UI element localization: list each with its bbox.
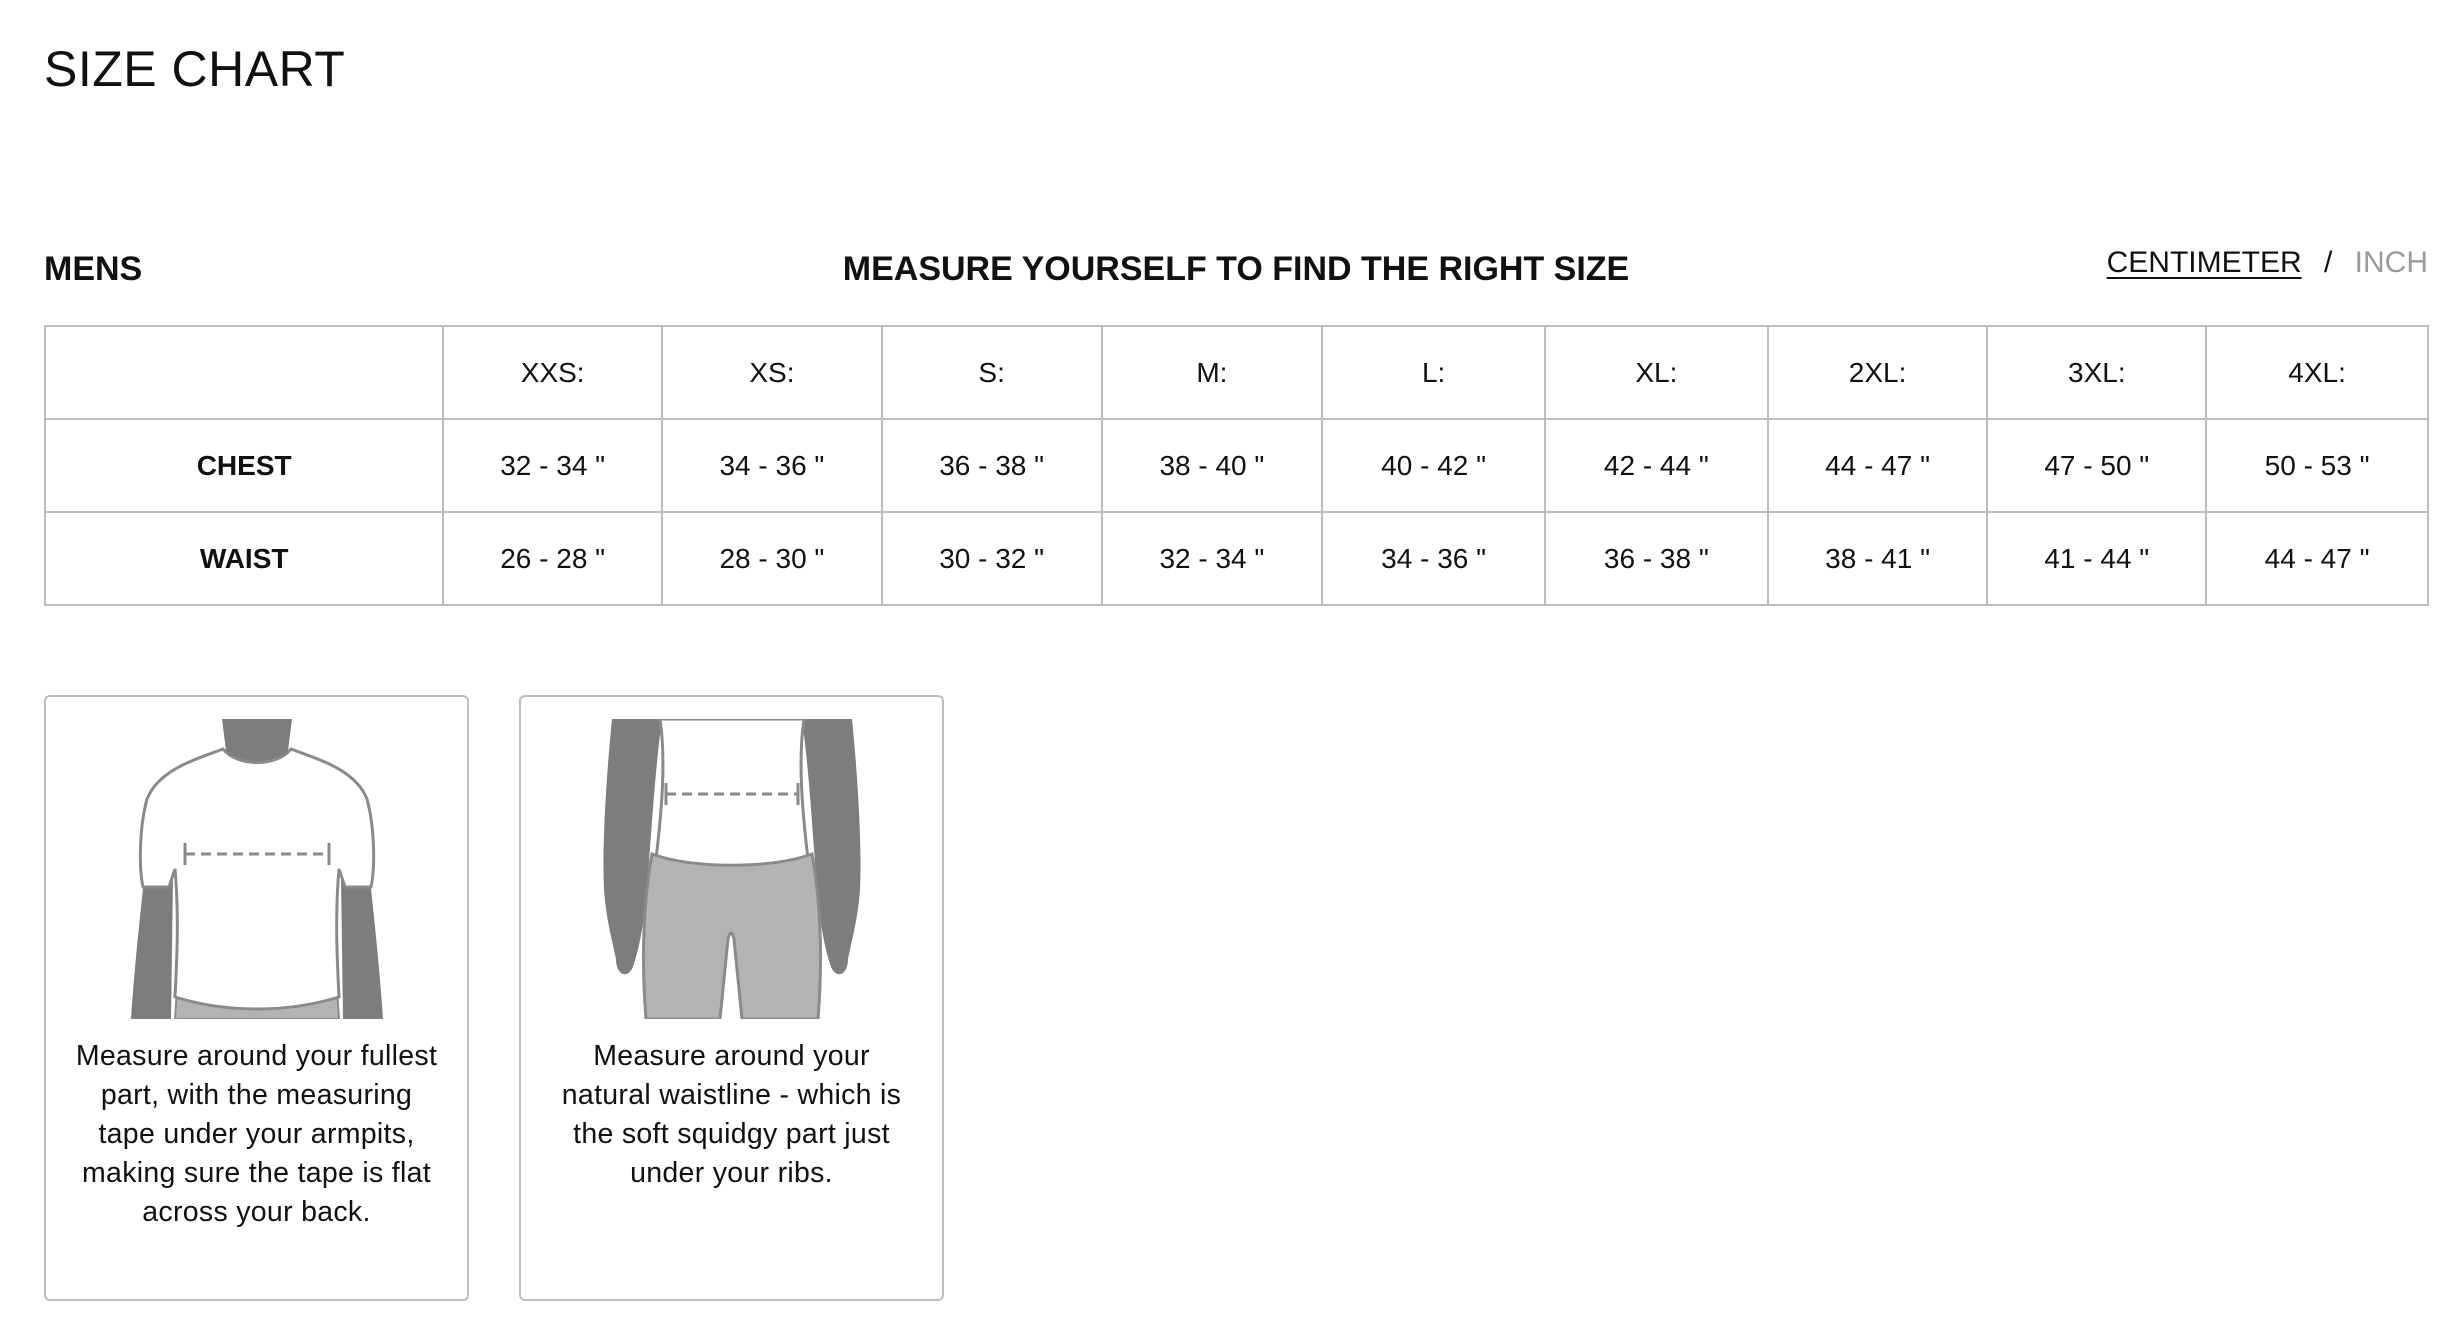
table-cell: 32 - 34 " (1102, 512, 1323, 605)
table-cell: 28 - 30 " (662, 512, 882, 605)
section-heading: MEASURE YOURSELF TO FIND THE RIGHT SIZE (842, 250, 1630, 288)
left-arm-shape (131, 869, 173, 1019)
section-label: MENS (44, 250, 143, 288)
table-cell: 38 - 40 " (1102, 419, 1323, 512)
waist-measure-illustration (602, 719, 862, 1019)
table-cell: 36 - 38 " (1545, 512, 1768, 605)
size-header: XXS: (443, 326, 662, 419)
unit-inch-link[interactable]: INCH (2354, 246, 2428, 279)
table-cell: 38 - 41 " (1768, 512, 1988, 605)
unit-centimeter-link[interactable]: CENTIMETER (2106, 246, 2302, 279)
table-cell: 36 - 38 " (882, 419, 1102, 512)
waist-guide-text: Measure around your natural waistline - which is the soft squidgy part just under your ribs. (561, 1040, 902, 1189)
size-table (44, 325, 2429, 606)
size-header: XS: (662, 326, 882, 419)
size-header: 3XL: (1987, 326, 2206, 419)
table-cell: 41 - 44 " (1987, 512, 2206, 605)
table-cell: 32 - 34 " (443, 419, 662, 512)
table-cell: 30 - 32 " (882, 512, 1102, 605)
size-header: L: (1322, 326, 1545, 419)
waist-guide-card (519, 695, 944, 1301)
pants-shape (643, 854, 820, 1019)
size-header: XL: (1545, 326, 1768, 419)
table-cell: 26 - 28 " (443, 512, 662, 605)
table-cell: 42 - 44 " (1545, 419, 1768, 512)
corner-cell (45, 326, 443, 419)
size-header-row (45, 326, 2428, 419)
section-header (44, 246, 2428, 300)
size-header: 4XL: (2206, 326, 2428, 419)
table-cell: 44 - 47 " (2206, 512, 2428, 605)
chest-measure-illustration (127, 719, 387, 1019)
row-label-chest: CHEST (45, 419, 443, 512)
table-cell: 47 - 50 " (1987, 419, 2206, 512)
chest-guide-text: Measure around your fullest part, with the measuring tape under your armpits, making sure the tape is flat across your back. (75, 1040, 438, 1228)
unit-separator: / (2323, 246, 2333, 279)
table-cell: 34 - 36 " (1322, 512, 1545, 605)
page-title: SIZE CHART (44, 41, 346, 97)
shirt-shape (140, 749, 373, 1009)
right-arm-shape (341, 869, 383, 1019)
table-cell: 40 - 42 " (1322, 419, 1545, 512)
row-label-waist: WAIST (45, 512, 443, 605)
table-row-waist (45, 512, 2428, 605)
table-cell: 44 - 47 " (1768, 419, 1988, 512)
size-header: M: (1102, 326, 1323, 419)
chest-guide-card (44, 695, 469, 1301)
table-row-chest (45, 419, 2428, 512)
unit-switch (2107, 246, 2428, 280)
table-cell: 50 - 53 " (2206, 419, 2428, 512)
table-cell: 34 - 36 " (662, 419, 882, 512)
size-header: 2XL: (1768, 326, 1988, 419)
size-header: S: (882, 326, 1102, 419)
